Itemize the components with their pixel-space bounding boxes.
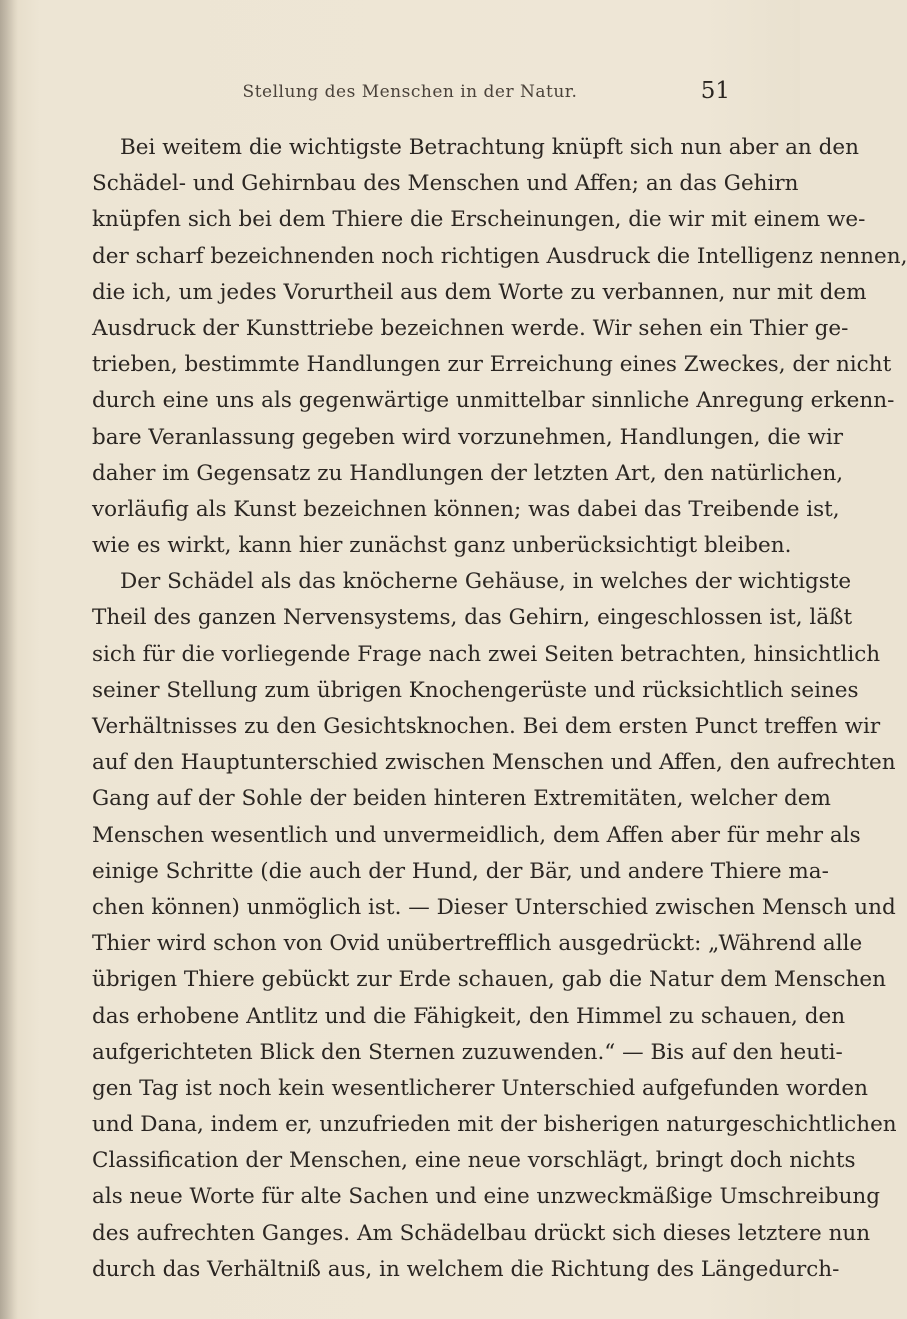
text-line: Der Schädel als das knöcherne Gehäuse, in welches der wichtigste <box>120 569 852 595</box>
text-line: Gang auf der Sohle der beiden hinteren Extremitäten, welcher dem <box>92 786 831 812</box>
text-line: Theil des ganzen Nervensystems, das Gehirn, eingeschlossen ist, läßt <box>92 605 853 631</box>
text-line: seiner Stellung zum übrigen Knochengerüste und rücksichtlich seines <box>92 677 859 703</box>
text-line: vorläufig als Kunst bezeichnen können; was dabei das Treibende ist, <box>92 496 840 522</box>
text-line: des aufrechten Ganges. Am Schädelbau drückt sich dieses letztere nun <box>92 1220 871 1246</box>
text-line: einige Schritte (die auch der Hund, der Bär, und andere Thiere ma- <box>92 858 829 884</box>
running-head: Stellung des Menschen in der Natur. <box>242 82 578 102</box>
text-line: das erhobene Antlitz und die Fähigkeit, den Himmel zu schauen, den <box>92 1003 846 1029</box>
text-line: chen können) unmöglich ist. — Dieser Unterschied zwischen Mensch und <box>92 894 896 920</box>
text-line: und Dana, indem er, unzufrieden mit der bisherigen naturgeschichtlichen <box>92 1112 897 1138</box>
text-line: bare Veranlassung gegeben wird vorzunehmen, Handlungen, die wir <box>92 424 844 450</box>
text-line: daher im Gegensatz zu Handlungen der letzten Art, den natürlichen, <box>92 460 844 486</box>
page-number: 51 <box>700 78 730 104</box>
text-line: Bei weitem die wichtigste Betrachtung knüpft sich nun aber an den <box>120 135 859 160</box>
text-line: trieben, bestimmte Handlungen zur Erreichung eines Zweckes, der nicht <box>92 352 892 378</box>
text-line: knüpfen sich bei dem Thiere die Erscheinungen, die wir mit einem we- <box>92 207 866 233</box>
text-line: der scharf bezeichnenden noch richtigen Ausdruck die Intelligenz nennen, <box>92 243 907 269</box>
text-line: als neue Worte für alte Sachen und eine unzweckmäßige Umschreibung <box>92 1184 881 1210</box>
text-line: durch das Verhältniß aus, in welchem die Richtung des Längedurch- <box>92 1256 840 1282</box>
text-line: wie es wirkt, kann hier zunächst ganz unberücksichtigt bleiben. <box>92 533 792 559</box>
text-line: sich für die vorliegende Frage nach zwei Seiten betrachten, hinsichtlich <box>92 641 881 667</box>
text-line: Menschen wesentlich und unvermeidlich, dem Affen aber für mehr als <box>92 822 861 848</box>
text-line: übrigen Thiere gebückt zur Erde schauen, gab die Natur dem Menschen <box>92 967 886 993</box>
text-line: Classification der Menschen, eine neue vorschlägt, bringt doch nichts <box>92 1148 856 1174</box>
text-line: Ausdruck der Kunsttriebe bezeichnen werde. Wir sehen ein Thier ge- <box>92 315 849 341</box>
page-header <box>90 80 730 110</box>
text-line: auf den Hauptunterschied zwischen Menschen und Affen, den aufrechten <box>92 750 896 776</box>
text-line: Schädel- und Gehirnbau des Menschen und Affen; an das Gehirn <box>92 171 799 197</box>
text-line: Thier wird schon von Ovid unübertrefflich ausgedrückt: „Während alle <box>92 931 863 957</box>
text-line: Verhältnisses zu den Gesichtsknochen. Bei dem ersten Punct treffen wir <box>92 714 881 739</box>
text-line: aufgerichteten Blick den Sternen zuzuwenden.“ — Bis auf den heuti- <box>92 1039 843 1065</box>
spine-shadow <box>0 0 18 1319</box>
text-line: die ich, um jedes Vorurtheil aus dem Worte zu verbannen, nur mit dem <box>92 279 867 305</box>
text-line: gen Tag ist noch kein wesentlicherer Unterschied aufgefunden worden <box>92 1075 868 1101</box>
body-text <box>92 130 907 1288</box>
text-line: durch eine uns als gegenwärtige unmittelbar sinnliche Anregung erkenn- <box>92 388 895 414</box>
